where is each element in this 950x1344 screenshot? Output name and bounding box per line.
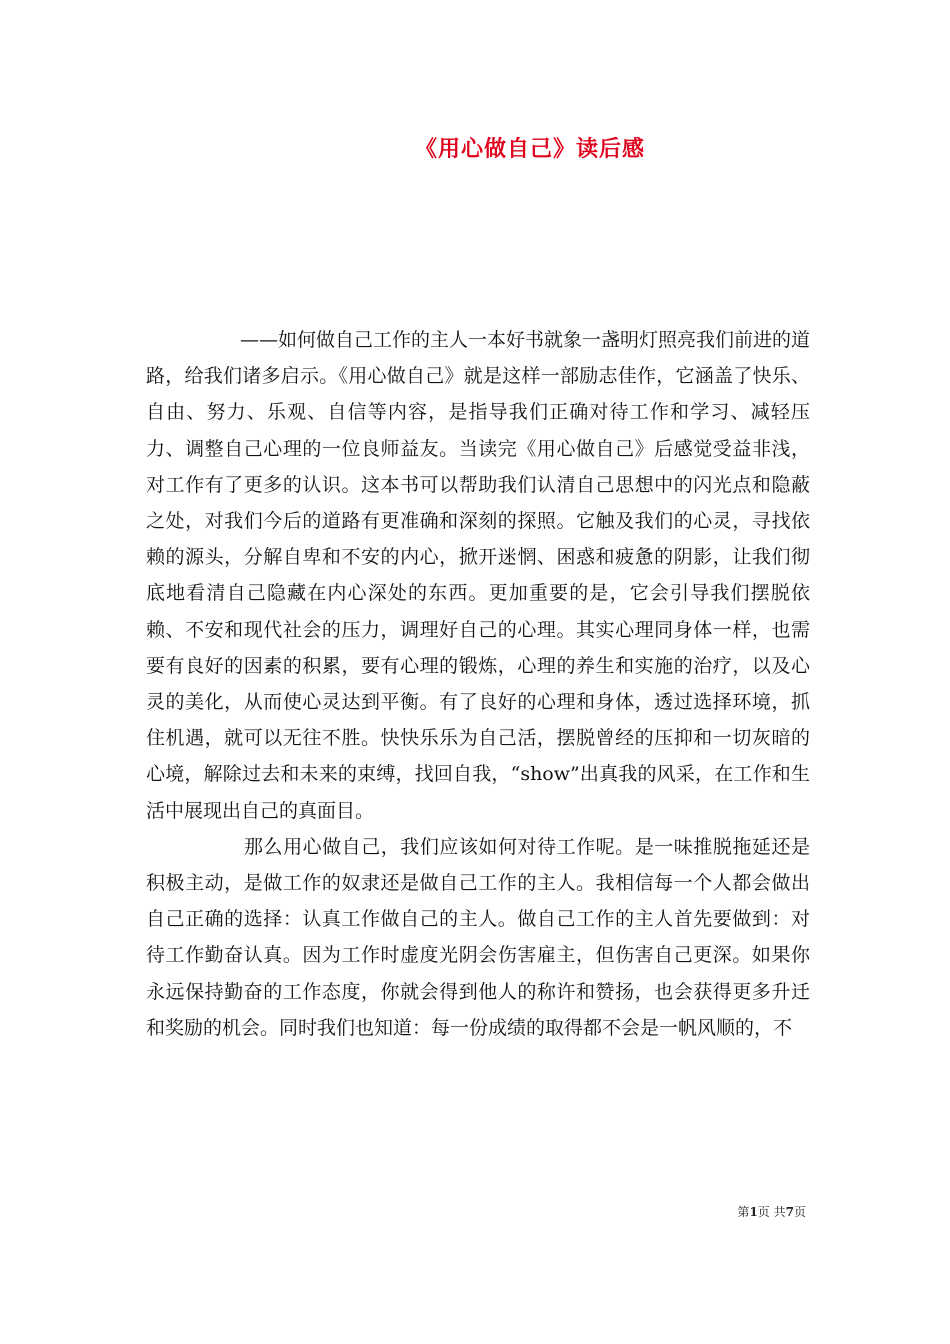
document-body — [146, 322, 810, 1046]
footer-suffix: 页 — [793, 1205, 806, 1219]
paragraph-2: 那么用心做自己，我们应该如何对待工作呢。是一味推脱拖延还是积极主动，是做工作的奴隶还是做自己工作的主人。我相信每一个人都会做出自己正确的选择：认真工作做自己的主人。做自己工作的主人首先要做到：对待工作勤奋认真。因为工作时虚度光阴会伤害雇主，但伤害自己更深。如果你永远保持勤奋的工作态度，你就会得到他人的称许和赞扬，也会获得更多升迁和奖励的机会。同时我们也知道：每一份成绩的取得都不会是一帆风顺的，不 — [146, 835, 810, 1039]
document-title: 《用心做自己》读后感 — [414, 136, 645, 162]
footer-total-pages: 7 — [785, 1205, 794, 1219]
page-number-footer — [0, 1203, 806, 1220]
footer-current-page: 1 — [749, 1205, 758, 1219]
footer-prefix: 第 — [737, 1205, 750, 1219]
paragraph-1: ——如何做自己工作的主人一本好书就象一盏明灯照亮我们前进的道路，给我们诸多启示。《用心做自己》就是这样一部励志佳作，它涵盖了快乐、自由、努力、乐观、自信等内容，是指导我们正确对待工作和学习、减轻压力、调整自己心理的一位良师益友。当读完《用心做自己》后感觉受益非浅，对工作有了更多的认识。这本书可以帮助我们认清自己思想中的闪光点和隐蔽之处，对我们今后的道路有更准确和深刻的探照。它触及我们的心灵，寻找依赖的源头，分解自卑和不安的内心，掀开迷惘、困惑和疲惫的阴影，让我们彻底地看清自己隐藏在内心深处的东西。更加重要的是，它会引导我们摆脱依赖、不安和现代社会的压力，调理好自己的心理。其实心理同身体一样，也需要有良好的因素的积累，要有心理的锻炼，心理的养生和实施的治疗，以及心灵的美化，从而使心灵达到平衡。有了良好的心理和身体，透过选择环境，抓住机遇，就可以无往不胜。快快乐乐为自己活，摆脱曾经的压抑和一切灰暗的心境，解除过去和未来的束缚，找回自我，“show”出真我的风采，在工作和生活中展现出自己的真面目。 — [146, 329, 811, 822]
footer-middle: 页 共 — [757, 1205, 786, 1219]
